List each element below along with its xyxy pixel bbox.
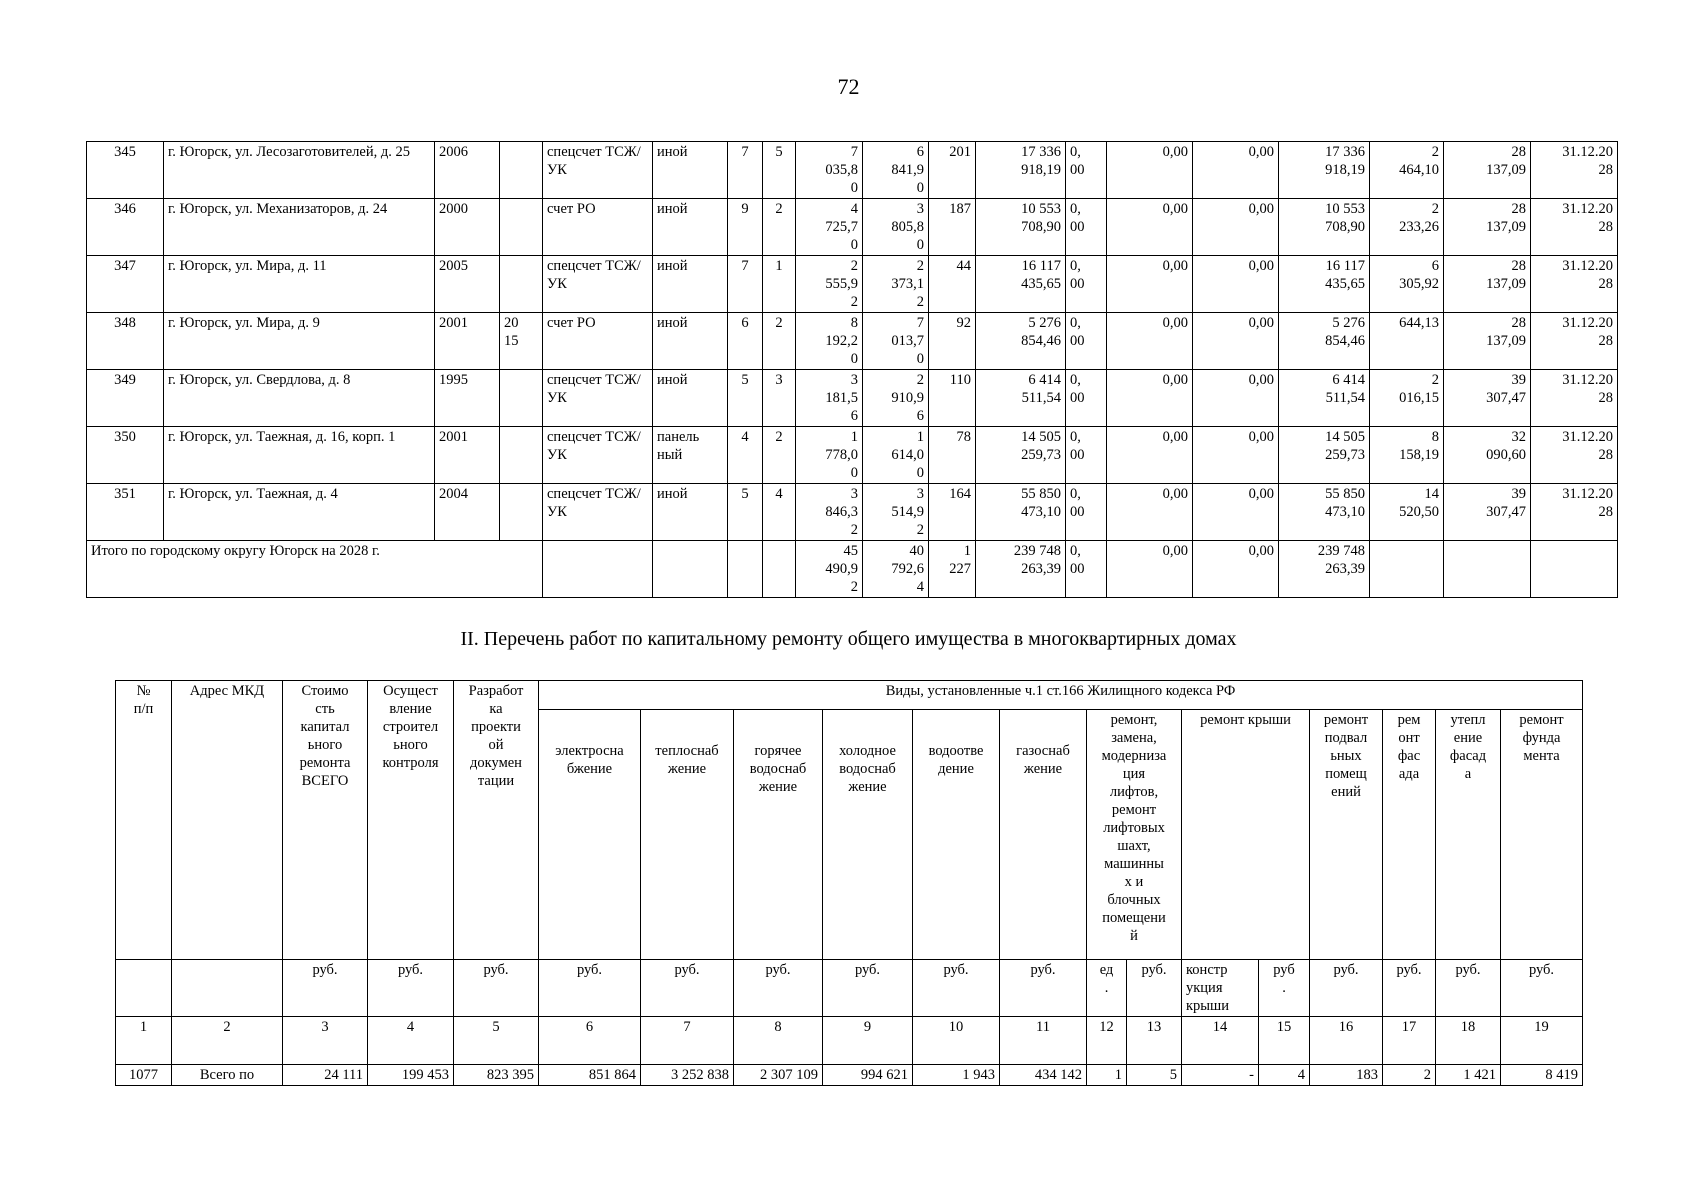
table-cell: 55 850 473,10 [976,484,1066,541]
table-cell: Всего по [172,1065,283,1086]
table-cell: 17 336 918,19 [976,142,1066,199]
table-cell: 8 419 [1501,1065,1583,1086]
total-row [116,1065,1583,1086]
table-cell: 0,00 [1107,370,1193,427]
table-cell: 0,00 [1193,484,1279,541]
table-cell: 0,00 [1193,427,1279,484]
table-cell: 1 [1087,1065,1127,1086]
table-cell: г. Югорск, ул. Таежная, д. 16, корп. 1 [164,427,435,484]
table-cell [500,199,543,256]
table-cell: 0, 00 [1066,370,1107,427]
table-cell: г. Югорск, ул. Таежная, д. 4 [164,484,435,541]
table-cell: 9 [728,199,763,256]
table-cell: 31.12.20 28 [1531,370,1618,427]
table-cell: 0, 00 [1066,256,1107,313]
table-cell: 31.12.20 28 [1531,313,1618,370]
houses-table [86,141,1618,598]
table-cell [1444,541,1531,598]
table-cell [500,256,543,313]
column-number-cell: 1 [116,1017,172,1065]
table-cell: 2 464,10 [1370,142,1444,199]
column-number-cell: 12 [1087,1017,1127,1065]
column-number-cell: 18 [1436,1017,1501,1065]
table-cell: 0,00 [1107,484,1193,541]
unit-cell: руб. [368,960,454,1017]
header-drainage: водоотве дение [913,710,1000,960]
table-cell: 2 016,15 [1370,370,1444,427]
section-title: II. Перечень работ по капитальному ремонту общего имущества в многоквартирных домах [460,628,1237,650]
table-cell: 3 181,5 6 [796,370,863,427]
table-cell: 0,00 [1107,313,1193,370]
table-cell: 1 943 [913,1065,1000,1086]
table-cell: спецсчет ТСЖ/УК [543,370,653,427]
unit-cell: руб. [823,960,913,1017]
table-cell: 2 555,9 2 [796,256,863,313]
table-cell: 0, 00 [1066,142,1107,199]
column-number-cell: 2 [172,1017,283,1065]
table-cell: 644,13 [1370,313,1444,370]
unit-cell: руб. [1000,960,1087,1017]
table-cell: 31.12.20 28 [1531,142,1618,199]
table-cell: 31.12.20 28 [1531,484,1618,541]
table-cell: иной [653,313,728,370]
table-row [87,142,1618,199]
table-cell: 2000 [435,199,500,256]
table-cell: 14 505 259,73 [1279,427,1370,484]
table-cell: 349 [87,370,164,427]
table-cell: 0, 00 [1066,427,1107,484]
unit-cell: руб. [734,960,823,1017]
table-cell: 39 307,47 [1444,484,1531,541]
table-cell: 40 792,6 4 [863,541,929,598]
table-cell: 17 336 918,19 [1279,142,1370,199]
table-cell: 110 [929,370,976,427]
table-cell [172,960,283,1017]
table-cell: 1077 [116,1065,172,1086]
table-cell [1531,541,1618,598]
table-cell: 1 778,0 0 [796,427,863,484]
table-cell: 2 307 109 [734,1065,823,1086]
table-cell: 6 414 511,54 [1279,370,1370,427]
table-cell: 39 307,47 [1444,370,1531,427]
table-cell: 851 864 [539,1065,641,1086]
header-design-docs: Разработ ка проекти ой докумен тации [454,681,539,960]
table-cell: иной [653,484,728,541]
table-cell: 199 453 [368,1065,454,1086]
table-cell: 0,00 [1193,256,1279,313]
table-cell [728,541,763,598]
header-lift: ремонт, замена, модерниза ция лифтов, ремонт лифтовых шахт, машинны х и блочных помещени й [1087,710,1182,960]
column-number-cell: 13 [1127,1017,1182,1065]
table-cell: 201 [929,142,976,199]
table-cell: 2004 [435,484,500,541]
table-cell: 5 276 854,46 [1279,313,1370,370]
table-cell: 92 [929,313,976,370]
table-cell: 6 841,9 0 [863,142,929,199]
column-number-cell: 19 [1501,1017,1583,1065]
table-row [87,370,1618,427]
table-cell: 0,00 [1107,256,1193,313]
table-cell: 31.12.20 28 [1531,256,1618,313]
table-cell [116,960,172,1017]
unit-cell: руб. [283,960,368,1017]
table-cell: 10 553 708,90 [976,199,1066,256]
table-cell: 2 373,1 2 [863,256,929,313]
table-row [87,484,1618,541]
header-work-types: Виды, установленные ч.1 ст.166 Жилищного кодекса РФ [539,681,1583,710]
table-cell: спецсчет ТСЖ/УК [543,427,653,484]
table-cell: 0,00 [1193,370,1279,427]
table-cell: 0,00 [1193,313,1279,370]
unit-cell: руб . [1259,960,1310,1017]
table-cell: 0,00 [1193,199,1279,256]
table-cell [1370,541,1444,598]
unit-cell: руб. [1127,960,1182,1017]
table-cell: счет РО [543,199,653,256]
table-row [87,427,1618,484]
table-cell: 0, 00 [1066,199,1107,256]
table-cell: 45 490,9 2 [796,541,863,598]
table-cell: 0,00 [1107,427,1193,484]
table-cell: 24 111 [283,1065,368,1086]
table-cell: г. Югорск, ул. Свердлова, д. 8 [164,370,435,427]
column-number-cell: 16 [1310,1017,1383,1065]
table-cell [763,541,796,598]
column-number-cell: 8 [734,1017,823,1065]
header-gas: газоснаб жение [1000,710,1087,960]
unit-cell: руб. [641,960,734,1017]
table-cell: 5 276 854,46 [976,313,1066,370]
table-cell: 6 [728,313,763,370]
unit-cell: руб. [913,960,1000,1017]
table-cell: 14 520,50 [1370,484,1444,541]
table-cell: г. Югорск, ул. Механизаторов, д. 24 [164,199,435,256]
total-label: Итого по городскому округу Югорск на 2028 г. [87,541,543,598]
table-cell: 28 137,09 [1444,313,1531,370]
table-cell: 3 805,8 0 [863,199,929,256]
unit-cell: констр укция крыши [1182,960,1259,1017]
table-cell: 28 137,09 [1444,256,1531,313]
table-cell: 78 [929,427,976,484]
table-cell: 183 [1310,1065,1383,1086]
table-cell: 434 142 [1000,1065,1087,1086]
table-cell: 2005 [435,256,500,313]
table-cell: 350 [87,427,164,484]
table-cell: 5 [1127,1065,1182,1086]
table-cell: 10 553 708,90 [1279,199,1370,256]
table-cell [653,541,728,598]
table-cell: 6 414 511,54 [976,370,1066,427]
header-total-cost: Стоимо сть капитал ьного ремонта ВСЕГО [283,681,368,960]
table-cell: 5 [763,142,796,199]
header-foundation: ремонт фунда мента [1501,710,1583,960]
table-cell: 4 725,7 0 [796,199,863,256]
table-cell: спецсчет ТСЖ/УК [543,142,653,199]
table-cell: 0, 00 [1066,541,1107,598]
table-cell: иной [653,256,728,313]
table-cell: 7 [728,256,763,313]
table-cell: спецсчет ТСЖ/УК [543,484,653,541]
column-number-cell: 11 [1000,1017,1087,1065]
table-cell: 0,00 [1193,142,1279,199]
header-address: Адрес МКД [172,681,283,960]
column-number-cell: 17 [1383,1017,1436,1065]
table-cell: 3 252 838 [641,1065,734,1086]
table-cell: 187 [929,199,976,256]
unit-cell: руб. [1501,960,1583,1017]
table-cell: 4 [1259,1065,1310,1086]
table-cell: иной [653,370,728,427]
table-cell: 55 850 473,10 [1279,484,1370,541]
column-number-cell: 3 [283,1017,368,1065]
table-cell: 994 621 [823,1065,913,1086]
column-numbers-row [116,1017,1583,1065]
table-cell: иной [653,199,728,256]
table-cell: 348 [87,313,164,370]
header-hot-water: горячее водоснаб жение [734,710,823,960]
table-cell: 4 [763,484,796,541]
table-row [87,199,1618,256]
table-cell [543,541,653,598]
table-cell: - [1182,1065,1259,1086]
table-cell: 0,00 [1107,199,1193,256]
table-cell: счет РО [543,313,653,370]
table-cell: панель ный [653,427,728,484]
header-insulation: утепл ение фасад а [1436,710,1501,960]
table-cell: 2001 [435,313,500,370]
table-cell [500,370,543,427]
header-construction-control: Осущест вление строител ьного контроля [368,681,454,960]
table-cell: 16 117 435,65 [976,256,1066,313]
header-facade: рем онт фас ада [1383,710,1436,960]
table-cell: 823 395 [454,1065,539,1086]
works-table [115,680,1583,1086]
table-cell: 5 [728,370,763,427]
table-cell: 8 158,19 [1370,427,1444,484]
header-basement: ремонт подвал ьных помещ ений [1310,710,1383,960]
column-number-cell: 9 [823,1017,913,1065]
table-cell: 2006 [435,142,500,199]
table-cell: 28 137,09 [1444,199,1531,256]
table-cell: 31.12.20 28 [1531,199,1618,256]
table-cell: 239 748 263,39 [976,541,1066,598]
table-cell: 28 137,09 [1444,142,1531,199]
table-cell: г. Югорск, ул. Мира, д. 9 [164,313,435,370]
column-number-cell: 15 [1259,1017,1310,1065]
table-cell: 20 15 [500,313,543,370]
table-cell [500,484,543,541]
table-cell: г. Югорск, ул. Лесозаготовителей, д. 25 [164,142,435,199]
table-cell: 7 013,7 0 [863,313,929,370]
unit-cell: руб. [454,960,539,1017]
column-number-cell: 4 [368,1017,454,1065]
table-cell: 2 910,9 6 [863,370,929,427]
table-cell: 0,00 [1193,541,1279,598]
table-cell: 351 [87,484,164,541]
unit-cell: руб. [539,960,641,1017]
table-cell: 32 090,60 [1444,427,1531,484]
table-cell [500,427,543,484]
table-cell: 2 [1383,1065,1436,1086]
unit-cell: руб. [1436,960,1501,1017]
header-heat: теплоснаб жение [641,710,734,960]
header-cold-water: холодное водоснаб жение [823,710,913,960]
table-cell: 3 [763,370,796,427]
table-cell: 239 748 263,39 [1279,541,1370,598]
table-cell: 4 [728,427,763,484]
table-cell: 347 [87,256,164,313]
table-cell: 5 [728,484,763,541]
table-row [87,256,1618,313]
table-cell: 345 [87,142,164,199]
table-cell: 346 [87,199,164,256]
table-cell: 2 [763,313,796,370]
column-number-cell: 7 [641,1017,734,1065]
unit-cell: руб. [1383,960,1436,1017]
table-cell: 14 505 259,73 [976,427,1066,484]
table-cell: 2 [763,199,796,256]
table-cell [500,142,543,199]
table-cell: г. Югорск, ул. Мира, д. 11 [164,256,435,313]
header-row-1 [116,681,1583,710]
table-cell: 0, 00 [1066,484,1107,541]
total-row [87,541,1618,598]
header-electric: электросна бжение [539,710,641,960]
table-cell: 16 117 435,65 [1279,256,1370,313]
header-number: № п/п [116,681,172,960]
unit-cell: руб. [1310,960,1383,1017]
page-number: 72 [837,74,860,99]
unit-cell: ед . [1087,960,1127,1017]
header-roof: ремонт крыши [1182,710,1310,960]
table-cell: 7 035,8 0 [796,142,863,199]
table-cell: 1995 [435,370,500,427]
table-cell: 0,00 [1107,541,1193,598]
table-cell: 1 227 [929,541,976,598]
column-number-cell: 5 [454,1017,539,1065]
table-cell: 0,00 [1107,142,1193,199]
table-cell: 1 421 [1436,1065,1501,1086]
units-row [116,960,1583,1017]
column-number-cell: 14 [1182,1017,1259,1065]
table-cell: 3 514,9 2 [863,484,929,541]
table-row [87,313,1618,370]
table-cell: 44 [929,256,976,313]
table-cell: спецсчет ТСЖ/УК [543,256,653,313]
table-cell: 8 192,2 0 [796,313,863,370]
table-cell: 3 846,3 2 [796,484,863,541]
table-cell: 6 305,92 [1370,256,1444,313]
table-cell: 164 [929,484,976,541]
column-number-cell: 6 [539,1017,641,1065]
table-cell: 1 [763,256,796,313]
table-cell: 2001 [435,427,500,484]
column-number-cell: 10 [913,1017,1000,1065]
table-cell: 0, 00 [1066,313,1107,370]
table-cell: 1 614,0 0 [863,427,929,484]
table-cell: 31.12.20 28 [1531,427,1618,484]
table-cell: иной [653,142,728,199]
table-cell: 2 233,26 [1370,199,1444,256]
table-cell: 7 [728,142,763,199]
table-cell: 2 [763,427,796,484]
